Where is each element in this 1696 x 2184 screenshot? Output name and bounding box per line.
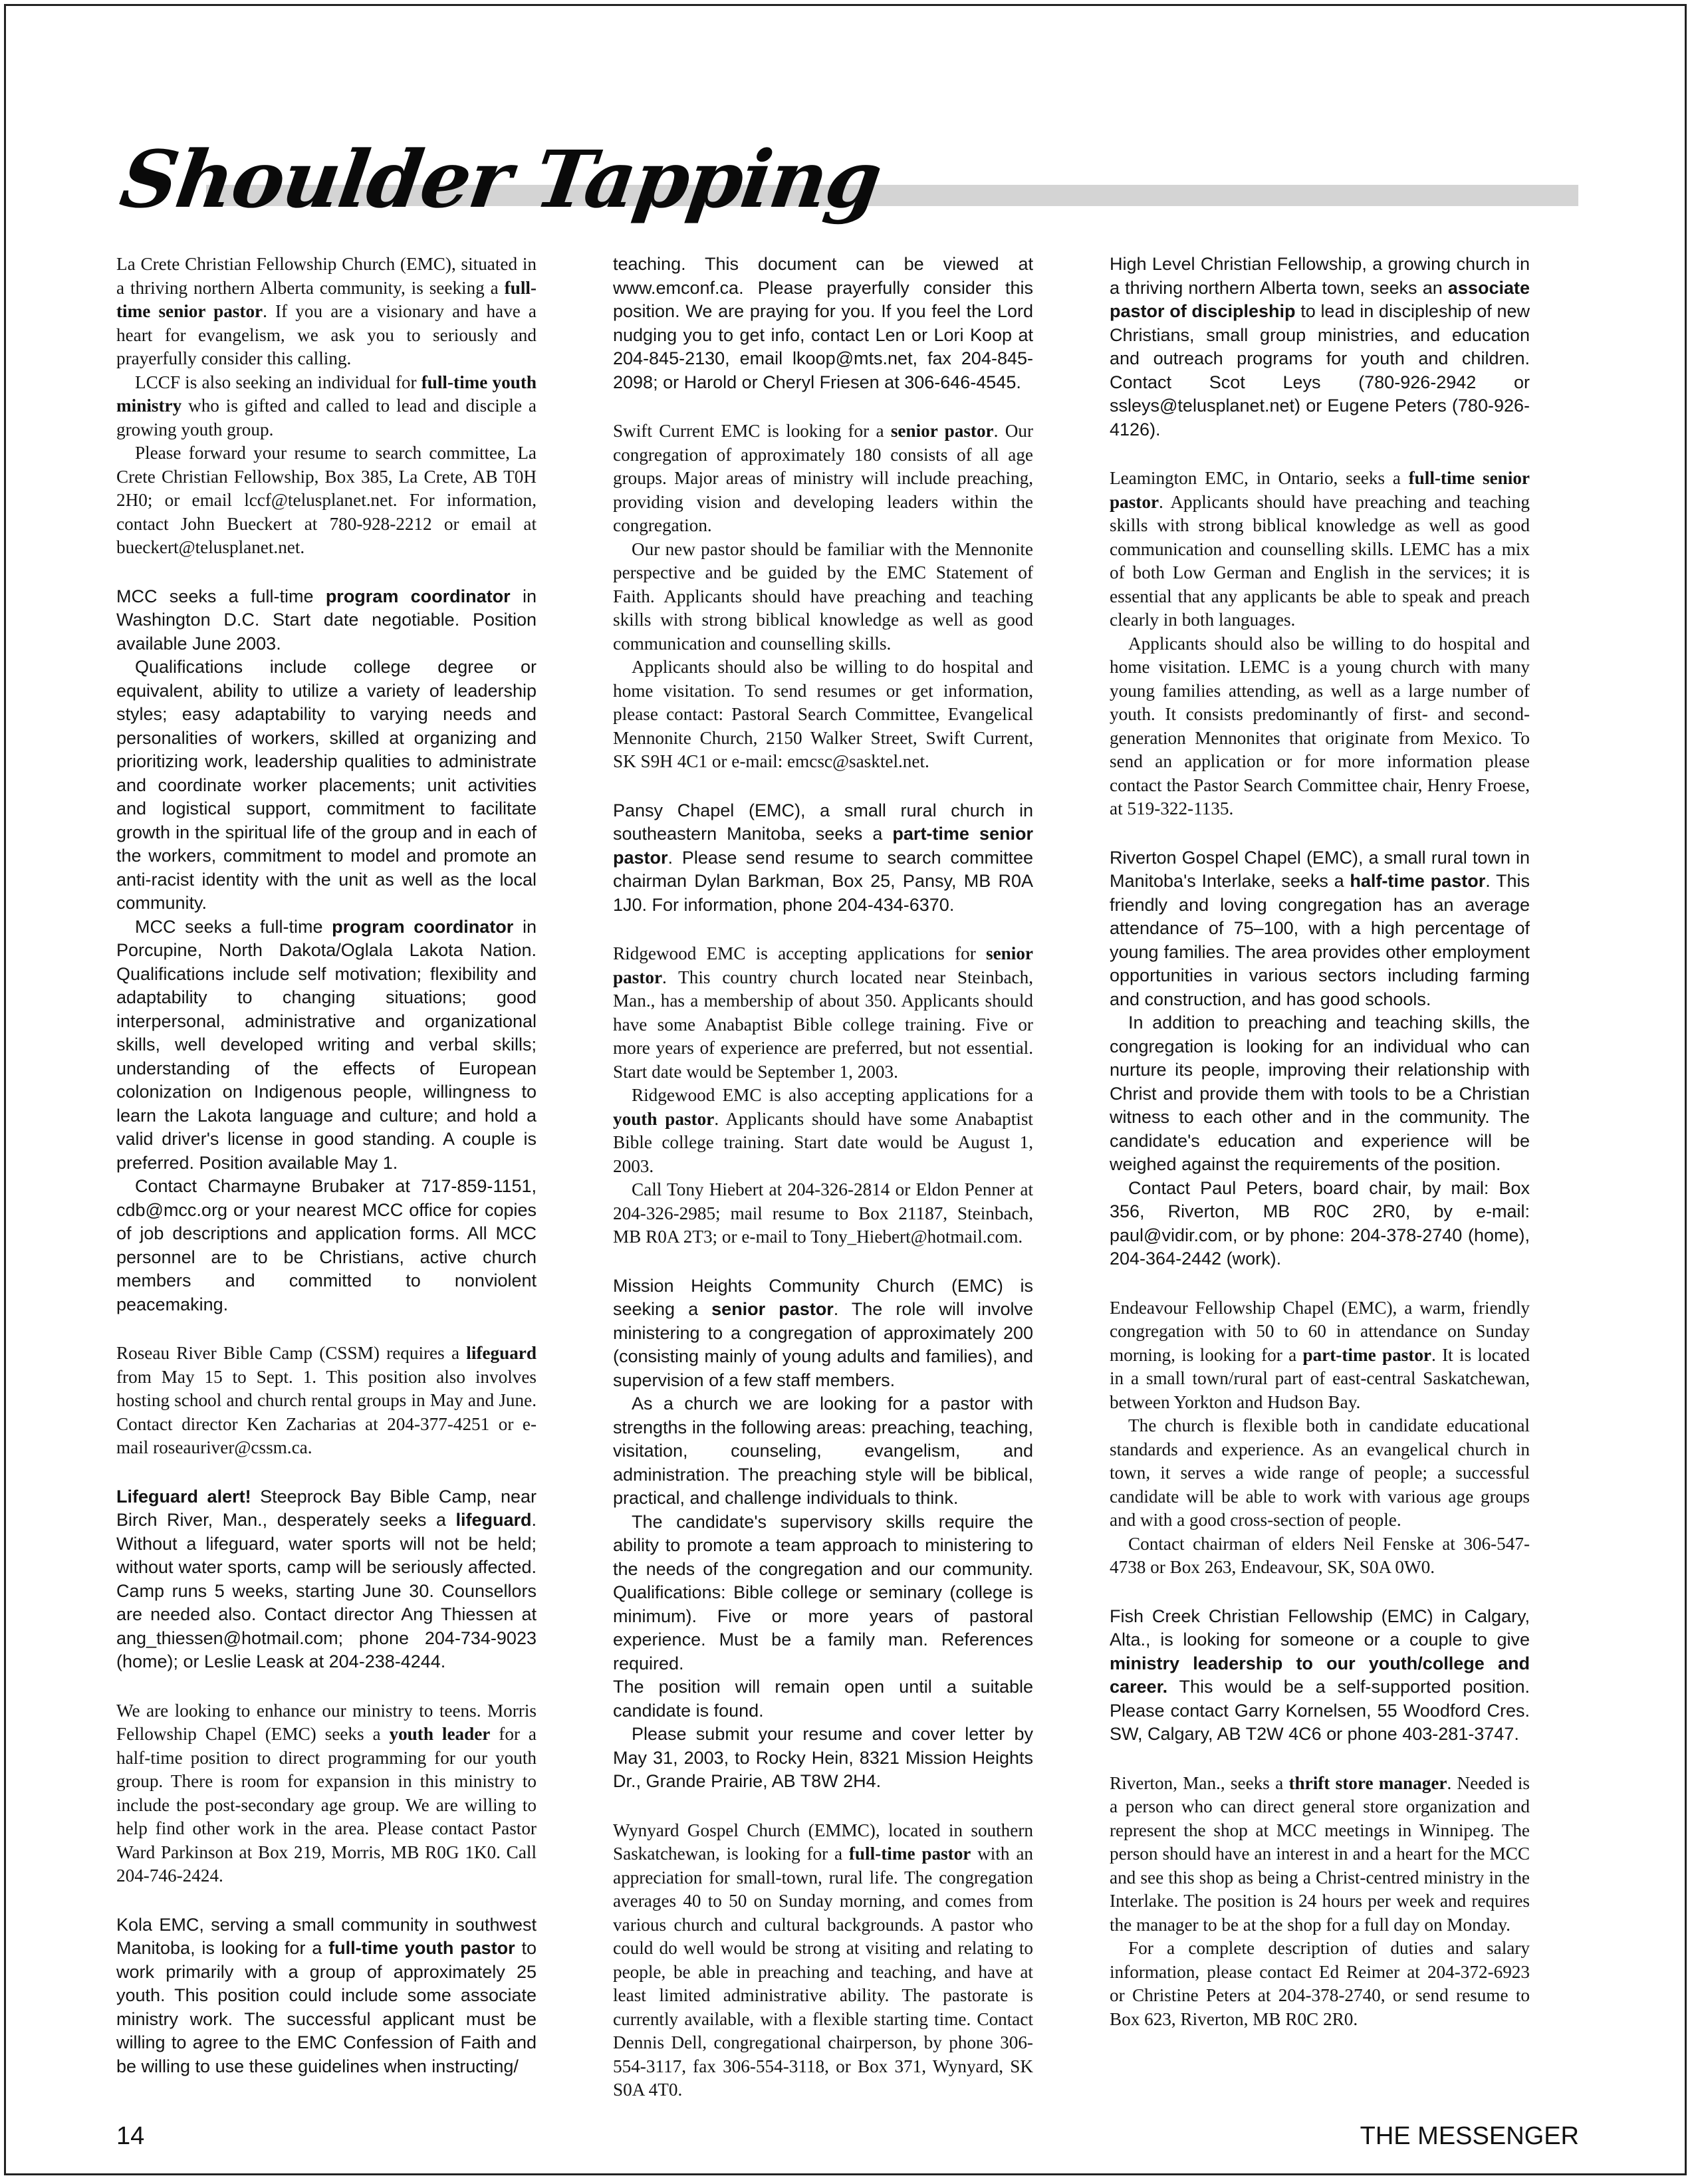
magazine-name: THE MESSENGER [1360, 2122, 1579, 2150]
column-left [116, 253, 537, 2076]
ad-paragraph: Fish Creek Christian Fellowship (EMC) in Calgary, Alta., is looking for someone or a couple to give ministry leadership to our youth/college and career. This would be a self-supported position. Please contact Garry Kornelsen, 55 Woodford Cres. SW, Calgary, AB T2W 4C6 or phone 403-281-3747. [1110, 1606, 1530, 1744]
ad-paragraph: Riverton Gospel Chapel (EMC), a small rural town in Manitoba's Interlake, seeks a half-time pastor. This friendly and loving congregation has an average attendance of 75–100, with a high percentage of young families. The area provides other employment opportunities in various sectors including farming and construction, and has good schools. [1110, 847, 1530, 1009]
ad-thrift-store [1110, 1772, 1530, 2032]
ad-paragraph: The position will remain open until a suitable candidate is found. [613, 1677, 1033, 1721]
ad-paragraph: Applicants should also be willing to do hospital and home visitation. To send resumes or get information, please contact: Pastoral Search Committee, Evangelical Mennonite Church, 2150 Walker Street, Swift Current, SK S9H 4C1 or e-mail: emcsc@sasktel.net. [613, 657, 1033, 771]
ad-paragraph: Kola EMC, serving a small community in southwest Manitoba, is looking for a full-time youth pastor to work primarily with a group of approximately 25 youth. This position could include some associate ministry work. The successful applicant must be willing to agree to the EMC Confession of Faith and be willing to use these guidelines when instructing/ [116, 1914, 537, 2076]
ad-paragraph: Contact Paul Peters, board chair, by mail: Box 356, Riverton, MB R0C 2R0, by e-mail: paul@vidir.com, or by phone: 204-378-2740 (home), 204-364-2442 (work). [1110, 1177, 1530, 1269]
ad-paragraph: The church is flexible both in candidate educational standards and experience. As an evangelical church in town, it serves a wide range of people; a successful candidate will be able to work with various age groups and with a good cross-section of people. [1110, 1415, 1530, 1530]
ad-paragraph: Roseau River Bible Camp (CSSM) requires a lifeguard from May 15 to Sept. 1. This position also involves hosting school and church rental groups in May and June. Contact director Ken Zacharias at 204-377-4251 or e-mail roseauriver@cssm.ca. [116, 1343, 537, 1457]
ad-endeavour [1110, 1296, 1530, 1580]
ad-kola-continued [613, 253, 1033, 394]
ad-roseau-river [116, 1342, 537, 1460]
ad-paragraph: The candidate's supervisory skills require the ability to promote a team approach to ministering to the needs of the congregation and our community. Qualifications: Bible college or seminary (college is minimum). Five or more years of pastoral experience. Must be a family man. References required. [613, 1511, 1033, 1673]
page-number: 14 [116, 2122, 145, 2150]
ad-swift-current [613, 420, 1033, 774]
ad-paragraph: Please submit your resume and cover letter by May 31, 2003, to Rocky Hein, 8321 Mission Heights Dr., Grande Prairie, AB T8W 2H4. [613, 1724, 1033, 1791]
ad-steeprock-bay [116, 1485, 537, 1674]
column-right [1110, 253, 1530, 2048]
ad-paragraph: Contact chairman of elders Neil Fenske at 306-547-4738 or Box 263, Endeavour, SK, S0A 0W0. [1110, 1533, 1530, 1577]
ad-high-level [1110, 253, 1530, 441]
column-middle [613, 253, 1034, 2100]
ad-fish-creek [1110, 1605, 1530, 1747]
ad-paragraph: Swift Current EMC is looking for a senior pastor. Our congregation of approximately 180 consists of all age groups. Major areas of ministry will include preaching, providing vision and developing leaders within the congregation. [613, 421, 1034, 535]
ad-leamington [1110, 467, 1530, 821]
ad-kola [116, 1913, 537, 2079]
ad-paragraph: Wynyard Gospel Church (EMMC), located in southern Saskatchewan, is looking for a full-time pastor with an appreciation for small-town, rural life. The congregation averages 40 to 50 on Sunday morning, and comes from various church and cultural backgrounds. A pastor who could do well would be strong at visiting and relating to people, be able in preaching and teaching, and have at least limited administrative ability. The pastorate is currently available, with a flexible starting time. Contact Dennis Dell, congregational chairperson, by phone 306-554-3117, fax 306-554-3118, or Box 371, Wynyard, SK S0A 4T0. [613, 1820, 1033, 2100]
ad-paragraph: Qualifications include college degree or equivalent, ability to utilize a variety of leadership styles; easy adaptability to varying needs and personalities of workers, skilled at organizing and prioritizing work, leadership qualities to administrate and coordinate worker placements; unit activities and logistical support, commitment to facilitate growth in the spiritual life of the group and in each of the workers, commitment to model and promote an anti-racist identity with the unit as well as the local community. [116, 657, 537, 913]
ad-paragraph: Pansy Chapel (EMC), a small rural church in southeastern Manitoba, seeks a part-time senior pastor. Please send resume to search committee chairman Dylan Barkman, Box 25, Pansy, MB R0A 1J0. For information, phone 204-434-6370. [613, 800, 1034, 915]
ad-paragraph: Mission Heights Community Church (EMC) is seeking a senior pastor. The role will involve ministering to a congregation of approximately 200 (consisting mainly of young adults and families), and supervision of a few staff members. [613, 1275, 1033, 1390]
ad-paragraph: Riverton, Man., seeks a thrift store manager. Needed is a person who can direct general store organization and represent the shop at MCC meetings in Winnipeg. The person should have an interest in and a heart for the MCC and see this shop as being a Christ-centred ministry in the Interlake. The position is 24 hours per week and requires the manager to be at the shop for a full day on Monday. [1110, 1772, 1530, 1935]
ad-paragraph: Ridgewood EMC is accepting applications for senior pastor. This country church located near Steinbach, Man., has a membership of about 350. Applicants should have some Anabaptist Bible college training. Five or more years of experience are preferred, but not essential. Start date would be September 1, 2003. [613, 943, 1033, 1082]
ad-paragraph: Ridgewood EMC is also accepting applications for a youth pastor. Applicants should have some Anabaptist Bible college training. Start date would be August 1, 2003. [613, 1085, 1033, 1176]
ad-ridgewood [613, 942, 1033, 1249]
ad-paragraph: LCCF is also seeking an individual for full-time youth ministry who is gifted and called to lead and disciple a growing youth group. [116, 372, 537, 439]
ad-paragraph: For a complete description of duties and salary information, please contact Ed Reimer at 204-372-6923 or Christine Peters at 204-378-2740, or send resume to Box 623, Riverton, MB R0C 2R0. [1110, 1938, 1530, 2029]
ad-wynyard [613, 1819, 1033, 2102]
ad-paragraph: We are looking to enhance our ministry to teens. Morris Fellowship Chapel (EMC) seeks a youth leader for a half-time position to direct programming for our youth group. There is room for expansion in this ministry to include the post-secondary age group. We are willing to help find other work in the area. Please contact Pastor Ward Parkinson at Box 219, Morris, MB R0G 1K0. Call 204-746-2424. [116, 1700, 537, 1885]
ad-paragraph: Endeavour Fellowship Chapel (EMC), a warm, friendly congregation with 50 to 60 in attendance on Sunday morning, is looking for a part-time pastor. It is located in a small town/rural part of east-central Saskatchewan, between Yorkton and Hudson Bay. [1110, 1297, 1530, 1412]
ad-la-crete [116, 253, 537, 560]
ad-riverton-gospel [1110, 846, 1530, 1271]
ad-pansy-chapel [613, 799, 1033, 917]
ad-paragraph: MCC seeks a full-time program coordinator in Washington D.C. Start date negotiable. Position available June 2003. [116, 586, 537, 654]
ad-paragraph: As a church we are looking for a pastor with strengths in the following areas: preaching, teaching, visitation, counseling, evangelism, and administration. The preaching style will be biblical, practical, and challenge individuals to think. [613, 1394, 1033, 1508]
ad-morris [116, 1699, 537, 1888]
page-title: Shoulder Tapping [115, 133, 886, 225]
ad-paragraph: Applicants should also be willing to do hospital and home visitation. LEMC is a young church with many young families attending, as well as a large number of youth. It consists predominantly of first- and second-generation Mennonites that originate from Mexico. To send an application or for more information please contact the Pastor Search Committee chair, Henry Froese, at 519-322-1135. [1110, 633, 1530, 818]
ad-paragraph: La Crete Christian Fellowship Church (EMC), situated in a thriving northern Alberta community, is seeking a full-time senior pastor. If you are a visionary and have a heart for evangelism, we ask you to seriously and prayerfully consider this calling. [116, 254, 537, 368]
ad-paragraph: teaching. This document can be viewed at www.emconf.ca. Please prayerfully consider this position. We are praying for you. If you feel the Lord nudging you to get info, contact Len or Lori Koop at 204-845-2130, email lkoop@mts.net, fax 204-845-2098; or Harold or Cheryl Friesen at 306-646-4545. [613, 254, 1033, 392]
ad-paragraph: High Level Christian Fellowship, a growing church in a thriving northern Alberta town, seeks an associate pastor of discipleship to lead in discipleship of new Christians, small group ministries, and education and outreach programs for youth and children. Contact Scot Leys (780-926-2942 or ssleys@telusplanet.net) or Eugene Peters (780-926-4126). [1110, 254, 1530, 439]
ad-paragraph: Leamington EMC, in Ontario, seeks a full-time senior pastor. Applicants should have preaching and teaching skills with strong biblical knowledge as well as good communication and counselling skills. LEMC has a mix of both Low German and English in the services; it is essential that any applicants be able to speak and preach clearly in both languages. [1110, 468, 1530, 630]
ad-paragraph: Lifeguard alert! Steeprock Bay Bible Camp, near Birch River, Man., desperately seeks a lifeguard. Without a lifeguard, water sports will not be held; without water sports, camp will be seriously affected. Camp runs 5 weeks, starting June 30. Counsellors are needed also. Contact director Ang Thiessen at ang_thiessen@hotmail.com; phone 204-734-9023 (home); or Leslie Leask at 204-238-4244. [116, 1486, 537, 1671]
ad-paragraph: Our new pastor should be familiar with the Mennonite perspective and be guided by the EMC Statement of Faith. Applicants should have preaching and teaching skills with strong biblical knowledge as well as good communication and counselling skills. [613, 539, 1033, 654]
ad-paragraph: Call Tony Hiebert at 204-326-2814 or Eldon Penner at 204-326-2985; mail resume to Box 21187, Steinbach, MB R0A 2T3; or e-mail to Tony_Hiebert@hotmail.com. [613, 1179, 1033, 1247]
ad-mcc [116, 585, 537, 1317]
ad-paragraph: In addition to preaching and teaching skills, the congregation is looking for an individual who can nurture its people, improving their relationship with Christ and provide them with tools to be a Christian witness to each other and in the community. The candidate's education and experience will be weighed against the requirements of the position. [1110, 1013, 1530, 1174]
ad-paragraph: MCC seeks a full-time program coordinator in Porcupine, North Dakota/Oglala Lakota Nation. Qualifications include self motivation; flexibility and adaptability to changing situations; good interpersonal, administrative and organizational skills, well developed writing and verbal skills; understanding of the effects of European colonization on Indigenous people, willingness to learn the Lakota language and culture; and hold a valid driver's license in good standing. A couple is preferred. Position available May 1. [116, 916, 537, 1173]
ad-mission-heights [613, 1274, 1033, 1794]
ad-paragraph: Contact Charmayne Brubaker at 717-859-1151, cdb@mcc.org or your nearest MCC office for copies of job descriptions and application forms. All MCC personnel are to be Christians, active church members and committed to nonviolent peacemaking. [116, 1176, 537, 1314]
ad-paragraph: Please forward your resume to search committee, La Crete Christian Fellowship, Box 385, La Crete, AB T0H 2H0; or email lccf@telusplanet.net. For information, contact John Bueckert at 780-928-2212 or email at bueckert@telusplanet.net. [116, 443, 537, 557]
